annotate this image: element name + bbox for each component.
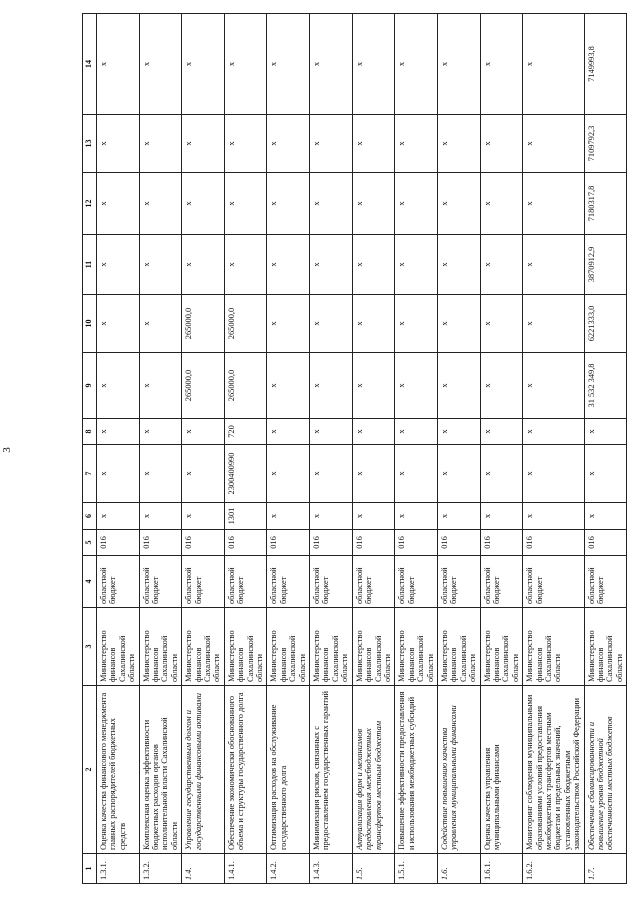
cell-c11: 3870912,9 — [584, 235, 627, 295]
cell-name: Обеспечение сбалансированности и повышение уровня бюджетной обеспеченности местных бюджетов — [584, 686, 627, 854]
cell-src: областной бюджет — [395, 556, 438, 608]
cell-c11: x — [139, 235, 182, 295]
cell-c6: x — [267, 503, 310, 530]
cell-exec: Министерство финансов Сахалинской области — [395, 608, 438, 686]
cell-src: областной бюджет — [437, 556, 480, 608]
cell-c9: x — [96, 353, 139, 419]
cell-c13: x — [267, 115, 310, 173]
cell-exec: Министерство финансов Сахалинской области — [584, 608, 627, 686]
table-row — [523, 14, 584, 884]
cell-c10: x — [352, 295, 395, 353]
cell-c10: 6221333,0 — [584, 295, 627, 353]
column-number-8: 8 — [83, 419, 97, 445]
cell-c11: x — [352, 235, 395, 295]
cell-c11: x — [96, 235, 139, 295]
cell-c12: x — [523, 173, 584, 235]
table-row — [437, 14, 480, 884]
column-number-7: 7 — [83, 445, 97, 503]
page-number: 3 — [1, 447, 13, 453]
table-row — [224, 14, 267, 884]
column-number-4: 4 — [83, 556, 97, 608]
cell-exec: Министерство финансов Сахалинской области — [96, 608, 139, 686]
cell-c10: x — [267, 295, 310, 353]
cell-c5: 016 — [96, 530, 139, 556]
cell-name: Оптимизация расходов на обслуживание государственного долга — [267, 686, 310, 854]
cell-exec: Министерство финансов Сахалинской области — [310, 608, 353, 686]
cell-c7: x — [395, 445, 438, 503]
cell-c14: x — [267, 14, 310, 115]
cell-c11: x — [182, 235, 225, 295]
column-number-row — [83, 14, 97, 884]
table-row — [182, 14, 225, 884]
cell-c6: x — [182, 503, 225, 530]
cell-c8: x — [139, 419, 182, 445]
cell-src: областной бюджет — [182, 556, 225, 608]
cell-c11: x — [523, 235, 584, 295]
cell-n: 1.3.1. — [96, 854, 139, 884]
cell-src: областной бюджет — [139, 556, 182, 608]
cell-c13: x — [352, 115, 395, 173]
cell-c14: 7149993,8 — [584, 14, 627, 115]
cell-c10: 265000,0 — [224, 295, 267, 353]
cell-c7: x — [139, 445, 182, 503]
cell-c6: x — [139, 503, 182, 530]
cell-n: 1.3.2. — [139, 854, 182, 884]
cell-c14: x — [182, 14, 225, 115]
table-body — [96, 14, 626, 884]
cell-c8: x — [267, 419, 310, 445]
cell-c12: x — [395, 173, 438, 235]
program-table-sheet — [82, 14, 624, 884]
cell-c13: x — [182, 115, 225, 173]
cell-exec: Министерство финансов Сахалинской области — [437, 608, 480, 686]
cell-c9: x — [480, 353, 523, 419]
table-row — [310, 14, 353, 884]
cell-src: областной бюджет — [480, 556, 523, 608]
cell-exec: Министерство финансов Сахалинской области — [224, 608, 267, 686]
cell-n: 1.5. — [352, 854, 395, 884]
cell-c10: x — [480, 295, 523, 353]
cell-c9: x — [437, 353, 480, 419]
cell-c12: x — [267, 173, 310, 235]
cell-name: Минимизация рисков, связанных с предоставлением государственных гарантий — [310, 686, 353, 854]
cell-c9: 31 532 349,8 — [584, 353, 627, 419]
cell-c12: x — [310, 173, 353, 235]
cell-c7: x — [267, 445, 310, 503]
cell-c12: x — [96, 173, 139, 235]
cell-c14: x — [352, 14, 395, 115]
cell-c9: x — [395, 353, 438, 419]
cell-name: Управление государственным долгом и государственными финансовыми активами — [182, 686, 225, 854]
cell-c5: 016 — [267, 530, 310, 556]
cell-name: Актуализация форм и механизмов предоставления межбюджетных трансфертов местным бюджетам — [352, 686, 395, 854]
cell-n: 1.4.3. — [310, 854, 353, 884]
cell-src: областной бюджет — [584, 556, 627, 608]
cell-c13: x — [395, 115, 438, 173]
cell-name: Оценка качества управления муниципальными финансами — [480, 686, 523, 854]
cell-c5: 016 — [352, 530, 395, 556]
column-number-10: 10 — [83, 295, 97, 353]
cell-n: 1.4.1. — [224, 854, 267, 884]
cell-c9: x — [310, 353, 353, 419]
cell-c11: x — [310, 235, 353, 295]
cell-c12: x — [437, 173, 480, 235]
column-number-13: 13 — [83, 115, 97, 173]
cell-c7: x — [523, 445, 584, 503]
column-number-11: 11 — [83, 235, 97, 295]
cell-src: областной бюджет — [267, 556, 310, 608]
cell-c14: x — [96, 14, 139, 115]
cell-name: Мониторинг соблюдения муниципальными образованиями условий предоставления межбюджетных трансфертов местным бюджетам и предельных значений, установленных бюджетным законодательством Российской Федерации — [523, 686, 584, 854]
column-number-9: 9 — [83, 353, 97, 419]
cell-c9: x — [267, 353, 310, 419]
cell-src: областной бюджет — [224, 556, 267, 608]
cell-c7: x — [437, 445, 480, 503]
cell-c11: x — [224, 235, 267, 295]
cell-c5: 016 — [437, 530, 480, 556]
cell-c7: x — [182, 445, 225, 503]
cell-n: 1.6.1. — [480, 854, 523, 884]
cell-exec: Министерство финансов Сахалинской области — [352, 608, 395, 686]
cell-c14: x — [523, 14, 584, 115]
cell-name: Содействие повышению качества управления муниципальными финансами — [437, 686, 480, 854]
table-row — [96, 14, 139, 884]
cell-c12: x — [182, 173, 225, 235]
cell-c8: x — [310, 419, 353, 445]
cell-c6: x — [437, 503, 480, 530]
cell-c8: x — [584, 419, 627, 445]
column-number-14: 14 — [83, 14, 97, 115]
cell-c14: x — [139, 14, 182, 115]
cell-c8: x — [523, 419, 584, 445]
cell-c14: x — [437, 14, 480, 115]
cell-c10: x — [139, 295, 182, 353]
cell-c13: x — [480, 115, 523, 173]
cell-c11: x — [395, 235, 438, 295]
cell-exec: Министерство финансов Сахалинской области — [139, 608, 182, 686]
cell-c13: x — [96, 115, 139, 173]
cell-c12: 7180317,8 — [584, 173, 627, 235]
cell-c7: x — [584, 445, 627, 503]
cell-c5: 016 — [523, 530, 584, 556]
cell-c14: x — [224, 14, 267, 115]
cell-c10: x — [310, 295, 353, 353]
cell-c10: x — [437, 295, 480, 353]
cell-name: Комплексная оценка эффективности бюджетных расходов органов исполнительной власти Сахалинской области — [139, 686, 182, 854]
cell-c8: x — [395, 419, 438, 445]
cell-c8: 720 — [224, 419, 267, 445]
cell-c7: x — [480, 445, 523, 503]
cell-c9: x — [139, 353, 182, 419]
cell-c8: x — [182, 419, 225, 445]
cell-c13: x — [310, 115, 353, 173]
cell-c5: 016 — [480, 530, 523, 556]
cell-c14: x — [395, 14, 438, 115]
cell-c10: x — [523, 295, 584, 353]
cell-c6: 1301 — [224, 503, 267, 530]
cell-exec: Министерство финансов Сахалинской области — [523, 608, 584, 686]
cell-c10: x — [96, 295, 139, 353]
cell-c10: x — [395, 295, 438, 353]
cell-n: 1.6. — [437, 854, 480, 884]
cell-c7: x — [310, 445, 353, 503]
cell-n: 1.5.1. — [395, 854, 438, 884]
cell-c13: 7109792,3 — [584, 115, 627, 173]
cell-c11: x — [480, 235, 523, 295]
column-number-12: 12 — [83, 173, 97, 235]
cell-exec: Министерство финансов Сахалинской области — [182, 608, 225, 686]
cell-c5: 016 — [182, 530, 225, 556]
cell-c12: x — [352, 173, 395, 235]
cell-c12: x — [139, 173, 182, 235]
table-row — [395, 14, 438, 884]
cell-name: Оценка качества финансового менеджмента главных распорядителей бюджетных средств — [96, 686, 139, 854]
column-number-6: 6 — [83, 503, 97, 530]
cell-src: областной бюджет — [523, 556, 584, 608]
cell-c9: x — [352, 353, 395, 419]
cell-c6: x — [480, 503, 523, 530]
column-number-5: 5 — [83, 530, 97, 556]
cell-c9: 265000,0 — [224, 353, 267, 419]
cell-n: 1.4.2. — [267, 854, 310, 884]
cell-c8: x — [437, 419, 480, 445]
cell-n: 1.6.2. — [523, 854, 584, 884]
cell-c11: x — [267, 235, 310, 295]
cell-src: областной бюджет — [310, 556, 353, 608]
column-number-2: 2 — [83, 686, 97, 854]
cell-c11: x — [437, 235, 480, 295]
cell-c7: x — [96, 445, 139, 503]
cell-c5: 016 — [395, 530, 438, 556]
cell-c8: x — [352, 419, 395, 445]
cell-c10: 265000,0 — [182, 295, 225, 353]
cell-c6: x — [523, 503, 584, 530]
column-number-3: 3 — [83, 608, 97, 686]
cell-src: областной бюджет — [352, 556, 395, 608]
cell-c6: x — [96, 503, 139, 530]
cell-name: Обеспечение экономически обоснованного объема и структуры государственного долга — [224, 686, 267, 854]
program-table — [82, 13, 627, 884]
cell-n: 1.7. — [584, 854, 627, 884]
cell-c6: x — [352, 503, 395, 530]
cell-c5: 016 — [584, 530, 627, 556]
column-number-1: 1 — [83, 854, 97, 884]
table-row — [480, 14, 523, 884]
table-row — [352, 14, 395, 884]
table-row — [139, 14, 182, 884]
cell-name: Повышение эффективности предоставления и использования межбюджетных субсидий — [395, 686, 438, 854]
cell-c6: x — [584, 503, 627, 530]
cell-c12: x — [480, 173, 523, 235]
cell-c6: x — [395, 503, 438, 530]
cell-c13: x — [437, 115, 480, 173]
cell-c8: x — [480, 419, 523, 445]
table-row — [584, 14, 627, 884]
cell-c5: 016 — [310, 530, 353, 556]
cell-c7: 2300400990 — [224, 445, 267, 503]
cell-c13: x — [139, 115, 182, 173]
cell-c8: x — [96, 419, 139, 445]
cell-c12: x — [224, 173, 267, 235]
cell-c14: x — [480, 14, 523, 115]
cell-c13: x — [523, 115, 584, 173]
cell-c5: 016 — [224, 530, 267, 556]
cell-exec: Министерство финансов Сахалинской области — [267, 608, 310, 686]
cell-c9: 265000,0 — [182, 353, 225, 419]
cell-src: областной бюджет — [96, 556, 139, 608]
table-row — [267, 14, 310, 884]
cell-exec: Министерство финансов Сахалинской области — [480, 608, 523, 686]
cell-c7: x — [352, 445, 395, 503]
cell-c13: x — [224, 115, 267, 173]
cell-c9: x — [523, 353, 584, 419]
cell-n: 1.4. — [182, 854, 225, 884]
cell-c6: x — [310, 503, 353, 530]
cell-c5: 016 — [139, 530, 182, 556]
cell-c14: x — [310, 14, 353, 115]
